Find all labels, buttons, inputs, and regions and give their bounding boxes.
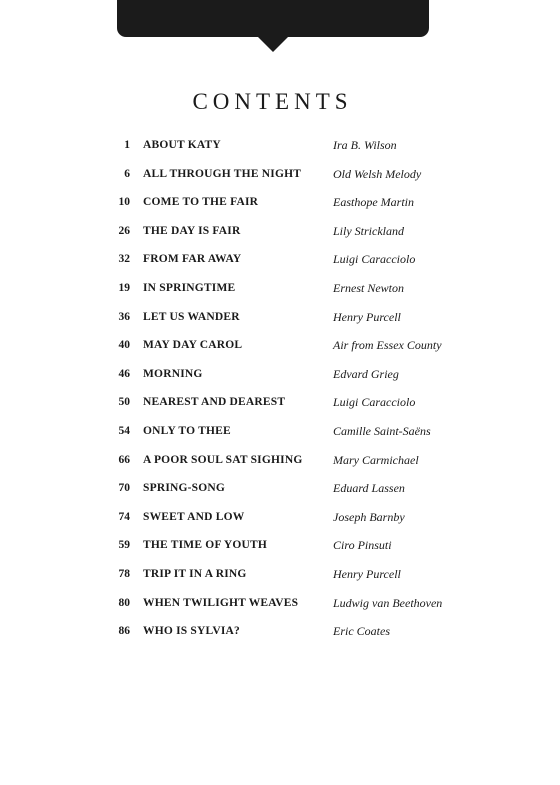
composer-name: Luigi Caracciolo xyxy=(333,252,416,267)
toc-row[interactable] xyxy=(0,335,560,364)
page-number: 86 xyxy=(118,625,130,638)
page-number: 59 xyxy=(118,539,130,552)
composer-name: Henry Purcell xyxy=(333,566,401,581)
composer-name: Lily Strickland xyxy=(333,223,404,238)
song-title: MAY DAY CAROL xyxy=(143,339,243,352)
toc-row[interactable] xyxy=(0,278,560,307)
song-title: ALL THROUGH THE NIGHT xyxy=(143,167,302,180)
composer-name: Ira B. Wilson xyxy=(333,138,397,152)
toc-row[interactable] xyxy=(0,364,560,393)
composer-name: Easthope Martin xyxy=(333,195,414,210)
composer-name: Henry Purcell xyxy=(333,309,401,324)
page-number: 36 xyxy=(118,310,130,323)
page-number: 1 xyxy=(124,139,130,151)
composer-name: Camille Saint-Saëns xyxy=(333,423,431,438)
page-number: 6 xyxy=(124,167,130,180)
song-title: LET US WANDER xyxy=(143,310,240,323)
composer-name: Ciro Pinsuti xyxy=(333,538,392,553)
song-title: THE DAY IS FAIR xyxy=(143,224,241,237)
toc-row[interactable] xyxy=(0,221,560,250)
toc-row[interactable] xyxy=(0,564,560,593)
song-title: THE TIME OF YOUTH xyxy=(143,539,268,552)
page-number: 32 xyxy=(118,253,130,266)
page-number: 26 xyxy=(118,224,130,237)
toc-row[interactable] xyxy=(0,135,560,164)
composer-name: Eduard Lassen xyxy=(333,481,405,496)
composer-name: Eric Coates xyxy=(333,624,390,639)
page-number: 80 xyxy=(118,596,130,609)
page-number: 50 xyxy=(118,396,130,409)
toc-row[interactable] xyxy=(0,621,560,650)
composer-name: Joseph Barnby xyxy=(333,509,405,524)
page-number: 70 xyxy=(118,482,130,495)
toc-row[interactable] xyxy=(0,192,560,221)
toc-row[interactable] xyxy=(0,164,560,193)
song-title: COME TO THE FAIR xyxy=(143,196,259,209)
composer-name: Air from Essex County xyxy=(333,338,442,353)
composer-name: Old Welsh Melody xyxy=(333,166,422,181)
song-title: SPRING-SONG xyxy=(143,482,226,495)
song-title: IN SPRINGTIME xyxy=(143,281,236,294)
header-banner xyxy=(117,0,429,37)
banner-notch xyxy=(257,36,289,52)
composer-name: Edvard Grieg xyxy=(333,366,399,381)
toc-row[interactable] xyxy=(0,307,560,336)
song-title: A POOR SOUL SAT SIGHING xyxy=(143,453,303,466)
toc-row[interactable] xyxy=(0,535,560,564)
song-title: NEAREST AND DEAREST xyxy=(143,396,286,409)
page-number: 19 xyxy=(118,281,130,294)
song-title: FROM FAR AWAY xyxy=(143,253,242,266)
composer-name: Ludwig van Beethoven xyxy=(333,595,443,610)
toc-row[interactable] xyxy=(0,392,560,421)
page-number: 46 xyxy=(118,367,130,380)
composer-name: Luigi Caracciolo xyxy=(333,395,416,410)
page-number: 74 xyxy=(118,510,130,523)
composer-name: Ernest Newton xyxy=(333,280,404,295)
page-number: 10 xyxy=(118,196,130,209)
toc-row[interactable] xyxy=(0,450,560,479)
song-title: WHO IS SYLVIA? xyxy=(143,625,240,638)
page-number: 54 xyxy=(118,424,130,437)
toc-row[interactable] xyxy=(0,593,560,622)
song-title: ABOUT KATY xyxy=(143,139,221,151)
song-title: ONLY TO THEE xyxy=(143,424,231,437)
song-title: SWEET AND LOW xyxy=(143,510,245,523)
song-title: MORNING xyxy=(143,367,203,380)
toc-row[interactable] xyxy=(0,478,560,507)
contents-list xyxy=(0,135,560,650)
toc-row[interactable] xyxy=(0,249,560,278)
toc-row[interactable] xyxy=(0,421,560,450)
page-title: CONTENTS xyxy=(192,89,353,115)
composer-name: Mary Carmichael xyxy=(333,452,419,467)
song-title: TRIP IT IN A RING xyxy=(143,567,247,580)
page-number: 66 xyxy=(118,453,130,466)
page-number: 40 xyxy=(118,339,130,352)
toc-row[interactable] xyxy=(0,507,560,536)
song-title: WHEN TWILIGHT WEAVES xyxy=(143,596,299,609)
page-number: 78 xyxy=(118,567,130,580)
